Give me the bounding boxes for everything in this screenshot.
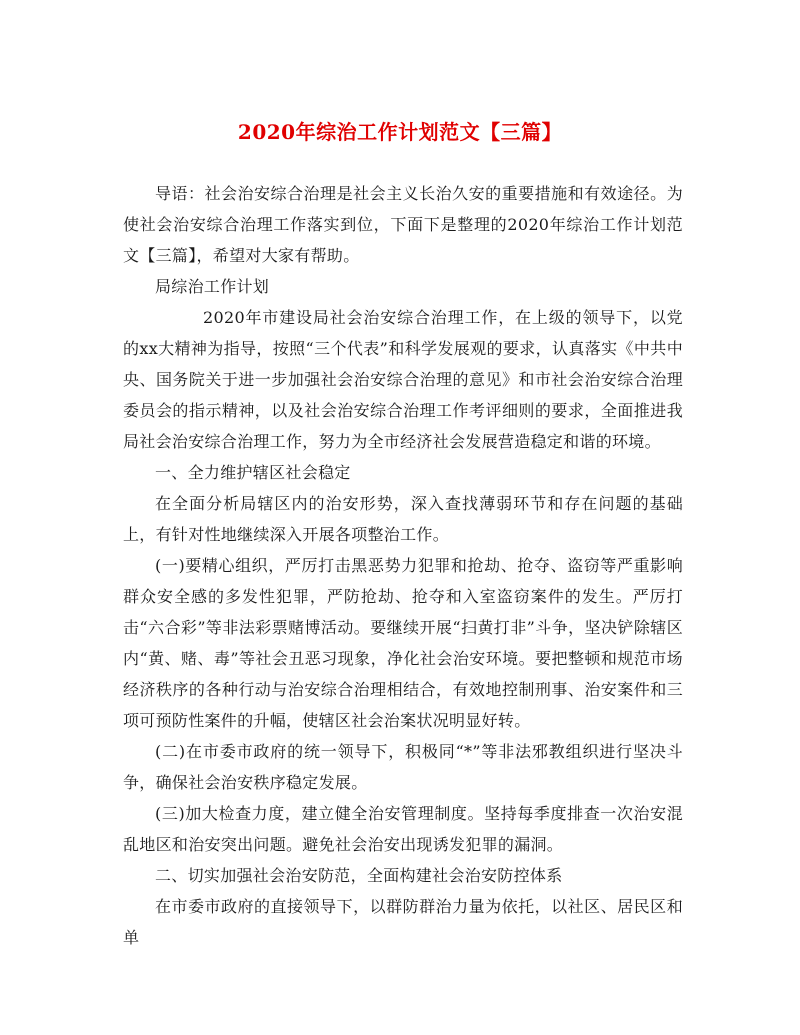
body-paragraph: 2020年市建设局社会治安综合治理工作，在上级的领导下，以党的xx大精神为指导，按照“三个代表”和科学发展观的要求，认真落实《中共中央、国务院关于进一步加强社会治安综合治理的意见》和市社会治安综合治理委员会的指示精神，以及社会治安综合治理工作考评细则的要求，全面推进我局社会治安综合治理工作，努力为全市经济社会发展营造稳定和谐的环境。	[123, 308, 683, 451]
section-heading: 局综治工作计划	[155, 277, 270, 296]
body-paragraph: 在全面分析局辖区内的治安形势，深入查找薄弱环节和存在问题的基础上，有针对性地继续深入开展各项整治工作。	[123, 494, 683, 544]
section-heading: 二、切实加强社会治安防范，全面构建社会治安防控体系	[155, 866, 563, 885]
body-paragraph: 在市委市政府的直接领导下，以群防群治力量为依托，以社区、居民区和单	[123, 897, 683, 947]
body-paragraph: (一)要精心组织，严厉打击黑恶势力犯罪和抢劫、抢夺、盗窃等严重影响群众安全感的多发性犯罪，严防抢劫、抢夺和入室盗窃案件的发生。严厉打击“六合彩”等非法彩票赌博活动。要继续开展“扫黄打非”斗争，坚决铲除辖区内“黄、赌、毒”等社会丑恶习现象，净化社会治安环境。要把整顿和规范市场经济秩序的各种行动与治安综合治理相结合，有效地控制刑事、治安案件和三项可预防性案件的升幅，使辖区社会治案状况明显好转。	[123, 556, 683, 730]
body-paragraph: (三)加大检查力度，建立健全治安管理制度。坚持每季度排查一次治安混乱地区和治安突出问题。避免社会治安出现诱发犯罪的漏洞。	[123, 804, 683, 854]
document-body	[123, 178, 683, 953]
body-paragraph: (二)在市委市政府的统一领导下，积极同“*”等非法邪教组织进行坚决斗争，确保社会治安秩序稳定发展。	[123, 742, 683, 792]
document-title: 2020年综治工作计划范文【三篇】	[237, 120, 563, 144]
intro-paragraph: 导语：社会治安综合治理是社会主义长治久安的重要措施和有效途径。为使社会治安综合治理工作落实到位，下面下是整理的2020年综治工作计划范文【三篇】，希望对大家有帮助。	[123, 184, 683, 265]
section-heading: 一、全力维护辖区社会稳定	[155, 463, 351, 482]
